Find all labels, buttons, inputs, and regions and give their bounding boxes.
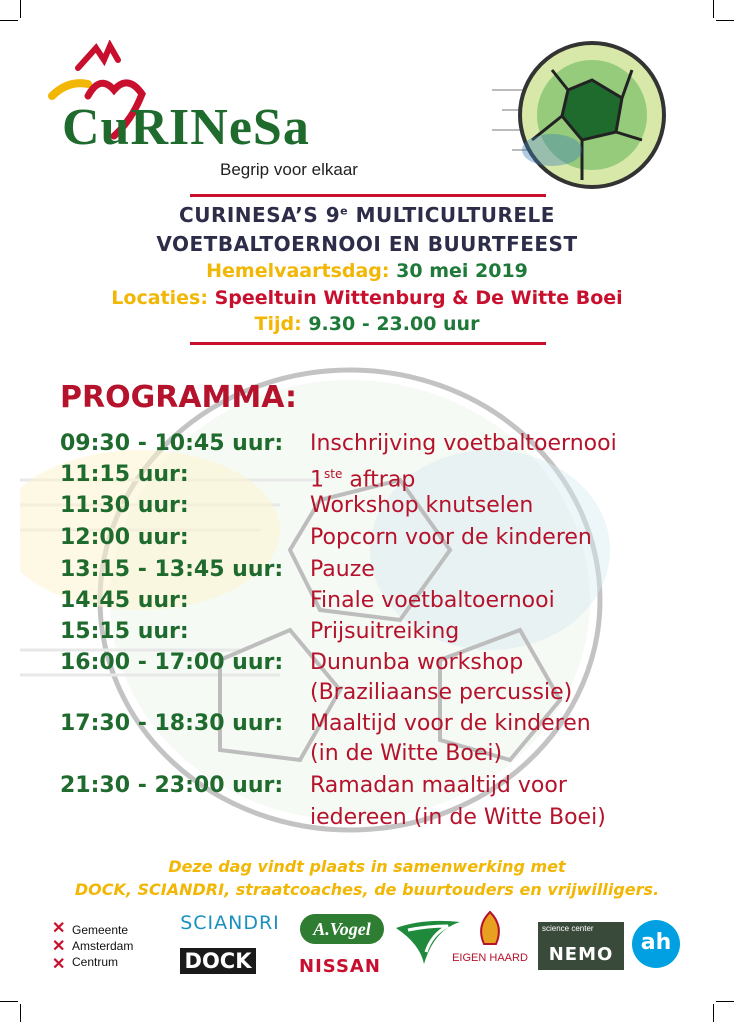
program-activity: Finale voetbaltoernooi — [310, 588, 555, 613]
program-time: 14:45 uur: — [60, 588, 189, 613]
program-time: 11:15 uur: — [60, 462, 189, 487]
crop-mark — [716, 20, 734, 21]
title-text: CURINESA’S 9 — [179, 203, 341, 227]
info-value: 30 mei 2019 — [396, 260, 528, 282]
soccer-ball-illustration — [492, 30, 672, 200]
crop-mark — [713, 0, 714, 18]
gemeente-label: Centrum — [72, 955, 119, 969]
logo-wordmark — [62, 98, 310, 157]
info-value: Speeltuin Wittenburg & De Witte Boei — [214, 287, 623, 309]
program-activity: Inschrijving voetbaltoernooi — [310, 431, 617, 456]
amsterdam-xxx-icon: ✕ ✕ ✕ — [52, 920, 66, 973]
program-activity: Workshop knutselen — [310, 493, 534, 518]
sponsor-eigen-haard — [452, 908, 528, 964]
info-value: 9.30 - 23.00 uur — [308, 313, 480, 335]
curinesa-logo — [48, 40, 408, 190]
program-activity: Dununba workshop — [310, 650, 524, 675]
info-time — [0, 313, 734, 335]
program-activity: Popcorn voor de kinderen — [310, 525, 592, 550]
event-title-line2: VOETBALTOERNOOI EN BUURTFEEST — [156, 232, 578, 256]
program-activity-text: 1 — [310, 467, 324, 493]
nemo-logo: NEMO — [548, 944, 614, 965]
program-time: 11:30 uur: — [60, 493, 189, 518]
cooperation-line2: DOCK, SCIANDRI, straatcoaches, de buurtouders en vrijwilligers. — [74, 880, 660, 899]
title-rule-bottom — [190, 342, 546, 345]
program-activity: (Braziliaanse percussie) — [310, 680, 573, 705]
program-activity: iedereen (in de Witte Boei) — [310, 805, 606, 830]
nissan-logo: NISSAN — [299, 956, 381, 977]
gemeente-label: Gemeente — [72, 923, 129, 937]
crop-mark — [20, 0, 21, 18]
crop-mark — [0, 1001, 18, 1002]
gemeente-label: Amsterdam — [72, 939, 134, 953]
program-time: 15:15 uur: — [60, 619, 189, 644]
info-label: Tijd: — [254, 313, 302, 335]
event-title-line1 — [0, 203, 734, 227]
eigen-haard-flame-icon — [452, 908, 528, 950]
crop-mark — [0, 20, 18, 21]
program-time: 17:30 - 18:30 uur: — [60, 711, 284, 736]
logo-name-suffix: Sa — [252, 99, 310, 156]
avogel-logo: A.Vogel — [300, 914, 384, 944]
program-time: 16:00 - 17:00 uur: — [60, 650, 284, 675]
crop-mark — [716, 1001, 734, 1002]
info-locations — [0, 287, 734, 309]
eigen-haard-label: EIGEN HAARD — [452, 952, 528, 964]
title-superscript: e — [340, 204, 349, 218]
info-label: Locaties: — [111, 287, 208, 309]
program-activity: Pauze — [310, 557, 375, 582]
program-time: 13:15 - 13:45 uur: — [60, 557, 284, 582]
crop-mark — [20, 1004, 21, 1022]
program-activity: (in de Witte Boei) — [310, 741, 503, 766]
program-time: 09:30 - 10:45 uur: — [60, 431, 284, 456]
sciandri-logo: SCIANDRI — [180, 912, 280, 934]
program-time: 21:30 - 23:00 uur: — [60, 773, 284, 798]
title-rule-top — [190, 194, 546, 197]
nemo-subtitle: science center — [542, 924, 594, 933]
program-activity-superscript: ste — [324, 467, 343, 481]
program-heading: PROGRAMMA: — [60, 380, 298, 415]
info-date — [0, 260, 734, 282]
dock-logo: DOCK — [180, 948, 256, 974]
albert-heijn-logo: ah — [632, 920, 680, 968]
program-activity: Prijsuitreiking — [310, 619, 460, 644]
program-activity-text: aftrap — [342, 467, 416, 493]
info-label: Hemelvaartsdag: — [206, 260, 390, 282]
logo-tagline: Begrip voor elkaar — [220, 160, 358, 179]
program-activity: Ramadan maaltijd voor — [310, 773, 567, 798]
crop-mark — [713, 1004, 714, 1022]
title-text: MULTICULTURELE — [348, 203, 555, 227]
cooperation-line1: Deze dag vindt plaats in samenwerking met — [168, 857, 566, 876]
logo-name: CuRINe — [62, 99, 253, 156]
program-time: 12:00 uur: — [60, 525, 189, 550]
program-activity: Maaltijd voor de kinderen — [310, 711, 591, 736]
